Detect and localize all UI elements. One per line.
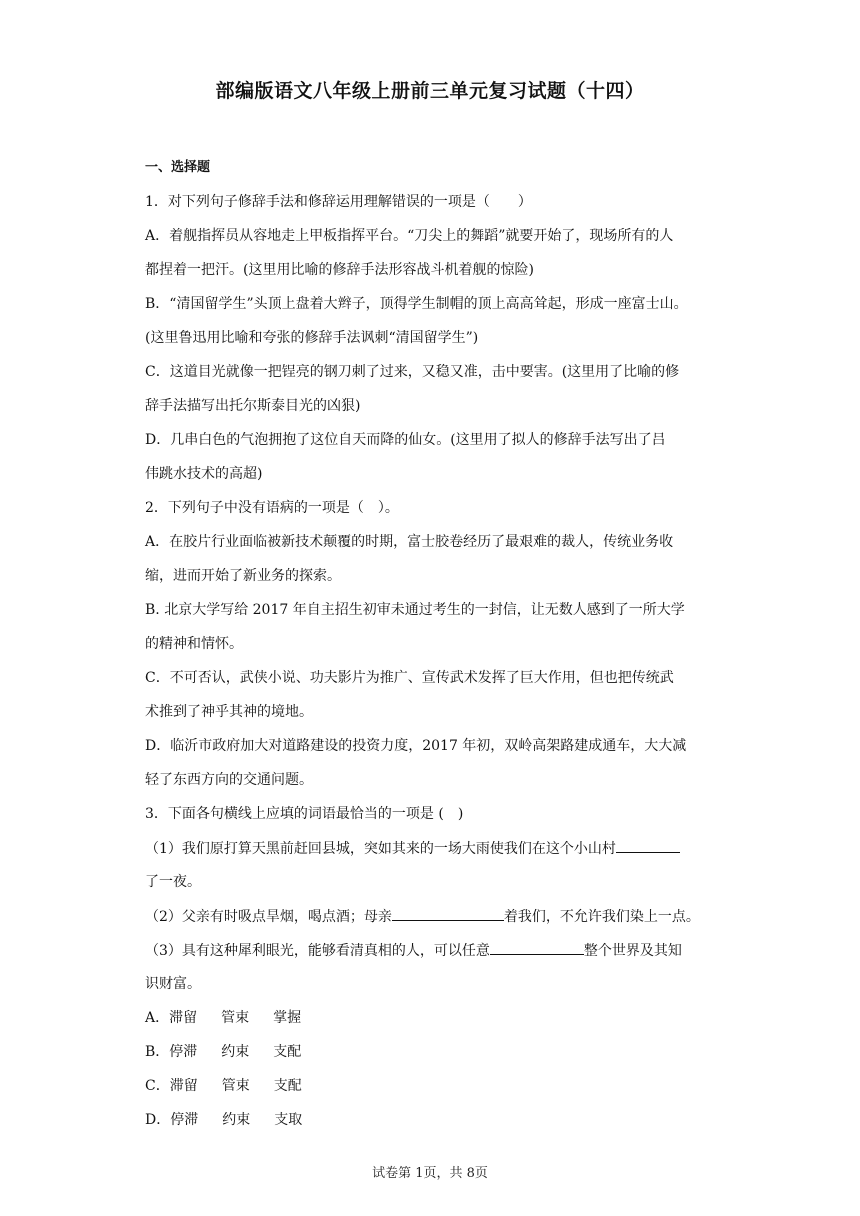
option-b-line-1: B. 北京大学写给 2017 年自主招生初审未通过考生的一封信，让无数人感到了一所大学 (145, 602, 685, 618)
option-c-line-1: C．不可否认，武侠小说、功夫影片为推广、宣传武术发挥了巨大作用，但也把传统武 (145, 670, 674, 686)
option-letter: A． (145, 1010, 170, 1026)
sentence-1-cont: 了一夜。 (145, 874, 201, 890)
question-stem: 3．下面各句横线上应填的词语最恰当的一项是 ( ) (145, 806, 464, 822)
option-b-line-2: 的精神和情怀。 (145, 636, 243, 652)
option-word: 管束 (221, 1078, 250, 1094)
option-a-line-2: 缩，进而开始了新业务的探索。 (145, 568, 341, 584)
sentence-3 (145, 940, 717, 974)
option-word: 支配 (273, 1044, 302, 1060)
option-letter: D． (145, 1112, 171, 1128)
option-c-line-2: 术推到了神乎其神的境地。 (145, 704, 313, 720)
option-letter: C． (145, 1078, 170, 1094)
question-stem: 1．对下列句子修辞手法和修辞运用理解错误的一项是（ ） (145, 194, 532, 210)
option-word: 滞留 (169, 1078, 198, 1094)
sentence-text: （1）我们原打算天黑前赶回县城，突如其来的一场大雨使我们在这个小山村 (145, 841, 616, 857)
page-title: 部编版语文八年级上册前三单元复习试题（十四） (215, 80, 645, 102)
sentence-text: 着我们，不允许我们染上一点。 (503, 909, 700, 925)
option-word: 掌握 (273, 1010, 302, 1026)
section-heading: 一、选择题 (145, 160, 211, 175)
question-3 (145, 804, 717, 1144)
fill-blank (616, 838, 680, 853)
sentence-text: （3）具有这种犀利眼光，能够看清真相的人，可以任意 (145, 943, 490, 959)
option-word: 约束 (221, 1044, 250, 1060)
option-d-line-2: 伟跳水技术的高超) (145, 466, 263, 482)
exam-content (145, 158, 717, 1144)
page-footer: 试卷第 1页，共 8页 (372, 1166, 488, 1181)
option-d (145, 1110, 717, 1144)
option-b-line-2: (这里鲁迅用比喻和夸张的修辞手法讽刺“清国留学生”) (145, 330, 479, 346)
sentence-1 (145, 838, 717, 872)
sentence-2 (145, 906, 717, 940)
option-a-line-2: 都捏着一把汗。(这里用比喻的修辞手法形容战斗机着舰的惊险) (145, 262, 534, 278)
fill-blank (490, 940, 584, 955)
option-word: 停滞 (170, 1112, 199, 1128)
option-word: 停滞 (169, 1044, 198, 1060)
option-letter: B． (145, 1044, 170, 1060)
option-word: 支配 (273, 1078, 302, 1094)
option-c (145, 1076, 717, 1110)
option-a (145, 1008, 717, 1042)
option-c-line-2: 辞手法描写出托尔斯泰目光的凶狠) (145, 398, 361, 414)
question-stem: 2．下列句子中没有语病的一项是（ ）。 (145, 500, 399, 516)
question-2 (145, 498, 717, 804)
option-word: 滞留 (169, 1010, 198, 1026)
option-word: 管束 (221, 1010, 250, 1026)
option-b (145, 1042, 717, 1076)
option-word: 支取 (274, 1112, 303, 1128)
fill-blank (392, 906, 504, 921)
option-c-line-1: C．这道目光就像一把锃亮的钢刀刺了过来，又稳又准，击中要害。(这里用了比喻的修 (145, 364, 680, 380)
sentence-3-cont: 识财富。 (145, 976, 201, 992)
option-a-line-1: A．着舰指挥员从容地走上甲板指挥平台。“刀尖上的舞蹈”就要开始了，现场所有的人 (145, 228, 674, 244)
option-a-line-1: A．在胶片行业面临被新技术颠覆的时期，富士胶卷经历了最艰难的裁人，传统业务收 (145, 534, 674, 550)
option-d-line-2: 轻了东西方向的交通问题。 (145, 772, 313, 788)
sentence-text: （2）父亲有时吸点旱烟，喝点酒；母亲 (145, 909, 392, 925)
question-1 (145, 192, 717, 498)
option-d-line-1: D．几串白色的气泡拥抱了这位自天而降的仙女。(这里用了拟人的修辞手法写出了吕 (145, 432, 666, 448)
option-word: 约束 (222, 1112, 251, 1128)
sentence-text: 整个世界及其知 (583, 943, 682, 959)
option-d-line-1: D．临沂市政府加大对道路建设的投资力度，2017 年初，双岭高架路建成通车，大大减 (145, 738, 687, 754)
option-b-line-1: B．“清国留学生”头顶上盘着大辫子，顶得学生制帽的顶上高高耸起，形成一座富士山。 (145, 296, 688, 312)
